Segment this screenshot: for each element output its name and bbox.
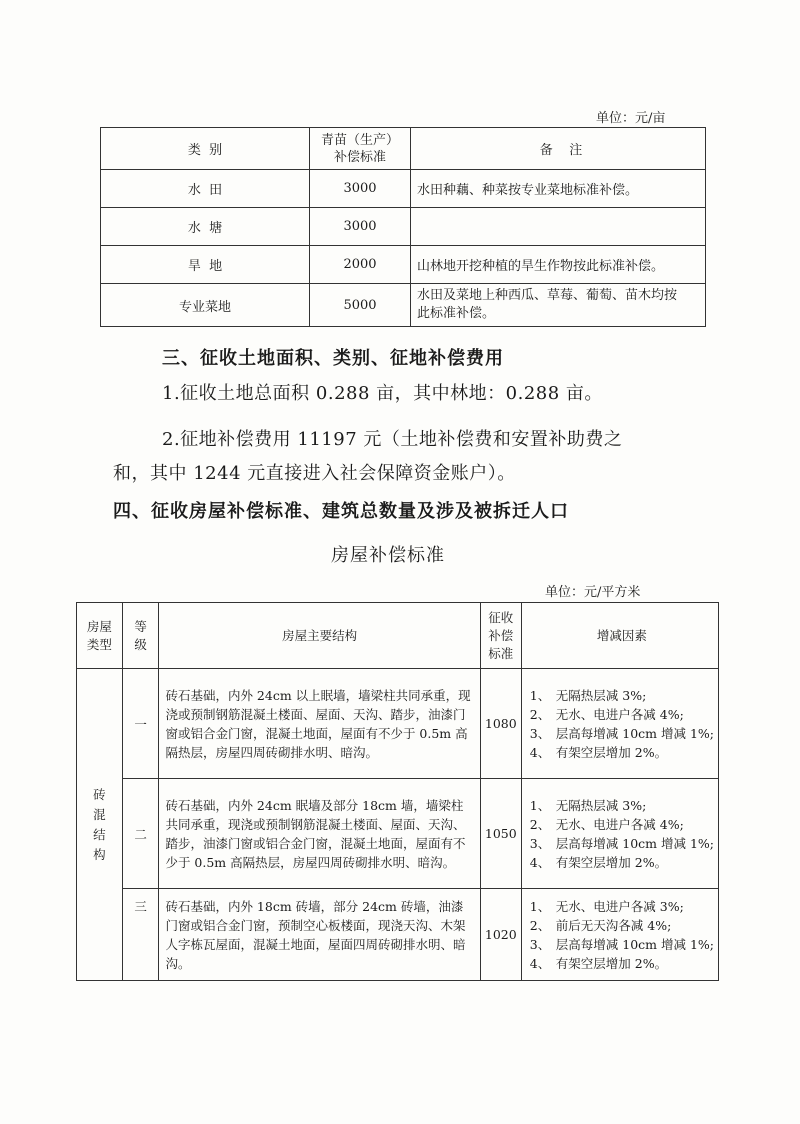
structure-cell: 砖石基础，内外 24cm 眠墙及部分 18cm 墙，墙梁柱共同承重，现浇或预制钢筋混凝土楼面、屋面、天沟、踏步，油漆门窗或铝合金门窗，混凝土地面，屋面有不少于 0.5m 高隔热层，房屋四周砖砌排水明、暗沟。: [159, 779, 480, 889]
header-structure: 房屋主要结构: [159, 603, 480, 669]
standard-cell: 1080: [480, 669, 521, 779]
table1-unit: 单位：元/亩: [596, 111, 666, 126]
row-value: 3000: [310, 208, 411, 246]
row-value: 3000: [310, 170, 411, 208]
factor-item: 4、 有架空层增加 2%。: [529, 744, 668, 760]
seedling-compensation-table: [100, 127, 706, 327]
row-remark: 山林地开挖种植的旱生作物按此标准补偿。: [411, 246, 706, 284]
factor-item: 1、 无隔热层减 3%;: [529, 797, 647, 813]
factor-item: 1、 无水、电进户各减 3%;: [529, 898, 684, 914]
grade-cell: 一: [122, 669, 159, 779]
factor-item: 2、 无水、电进户各减 4%;: [529, 816, 684, 832]
section4-heading: 四、征收房屋补偿标准、建筑总数量及涉及被拆迁人口: [113, 501, 569, 522]
table-header-row: [101, 128, 706, 170]
factor-item: 3、 层高每增减 10cm 增减 1%;: [529, 936, 714, 952]
factor-item: 2、 前后无天沟各减 4%;: [529, 917, 672, 933]
factors-cell: [521, 669, 718, 779]
header-standard: 青苗（生产） 补偿标准: [310, 128, 411, 170]
grade-cell: 三: [122, 889, 159, 981]
header-factors: 增减因素: [521, 603, 718, 669]
standard-cell: 1050: [480, 779, 521, 889]
row-remark: 水田及菜地上种西瓜、草莓、葡萄、苗木均按 此标准补偿。: [411, 284, 706, 327]
factor-item: 2、 无水、电进户各减 4%;: [529, 706, 684, 722]
factor-item: 4、 有架空层增加 2%。: [529, 955, 668, 971]
housing-compensation-table: [76, 602, 719, 981]
factor-item: 4、 有架空层增加 2%。: [529, 854, 668, 870]
factor-item: 3、 层高每增减 10cm 增减 1%;: [529, 725, 714, 741]
table-row: [77, 669, 719, 779]
row-category: 水 田: [101, 170, 310, 208]
house-type-cell: 砖 混 结 构: [77, 669, 123, 981]
row-category: 水 塘: [101, 208, 310, 246]
header-grade: 等 级: [122, 603, 159, 669]
table-row: [101, 284, 706, 327]
header-category: 类 别: [101, 128, 310, 170]
header-standard: 征收 补偿 标准: [480, 603, 521, 669]
row-category: 旱 地: [101, 246, 310, 284]
factors-cell: [521, 779, 718, 889]
row-category: 专业菜地: [101, 284, 310, 327]
header-remark: 备 注: [411, 128, 706, 170]
factor-item: 1、 无隔热层减 3%;: [529, 687, 647, 703]
table2-unit: 单位：元/平方米: [545, 585, 641, 600]
row-remark: [411, 208, 706, 246]
factors-cell: [521, 889, 718, 981]
header-house-type: 房屋 类型: [77, 603, 123, 669]
grade-cell: 二: [122, 779, 159, 889]
table-row: [101, 246, 706, 284]
section3-paragraph-2-line1: 2.征地补偿费用 11197 元（土地补偿费和安置补助费之: [162, 429, 623, 450]
row-remark: 水田种藕、种菜按专业菜地标准补偿。: [411, 170, 706, 208]
factor-item: 3、 层高每增减 10cm 增减 1%;: [529, 835, 714, 851]
section3-heading: 三、征收土地面积、类别、征地补偿费用: [162, 348, 504, 369]
housing-table-title: 房屋补偿标准: [331, 545, 445, 566]
row-value: 5000: [310, 284, 411, 327]
row-value: 2000: [310, 246, 411, 284]
table-row: [77, 779, 719, 889]
table-row: [77, 889, 719, 981]
table-row: [101, 208, 706, 246]
table-header-row: [77, 603, 719, 669]
structure-cell: 砖石基础，内外 24cm 以上眠墙，墙梁柱共同承重，现浇或预制钢筋混凝土楼面、屋面、天沟、踏步，油漆门窗或铝合金门窗，混凝土地面，屋面有不少于 0.5m 高隔热层，房屋四周砖砌排水明、暗沟。: [159, 669, 480, 779]
standard-cell: 1020: [480, 889, 521, 981]
structure-cell: 砖石基础，内外 18cm 砖墙，部分 24cm 砖墙，油漆门窗或铝合金门窗，预制空心板楼面，现浇天沟、木架人字栋瓦屋面，混凝土地面，屋面四周砖砌排水明、暗沟。: [159, 889, 480, 981]
table-row: [101, 170, 706, 208]
section3-paragraph-1: 1.征收土地总面积 0.288 亩，其中林地：0.288 亩。: [162, 383, 603, 404]
section3-paragraph-2-line2: 和，其中 1244 元直接进入社会保障资金账户）。: [113, 463, 516, 484]
